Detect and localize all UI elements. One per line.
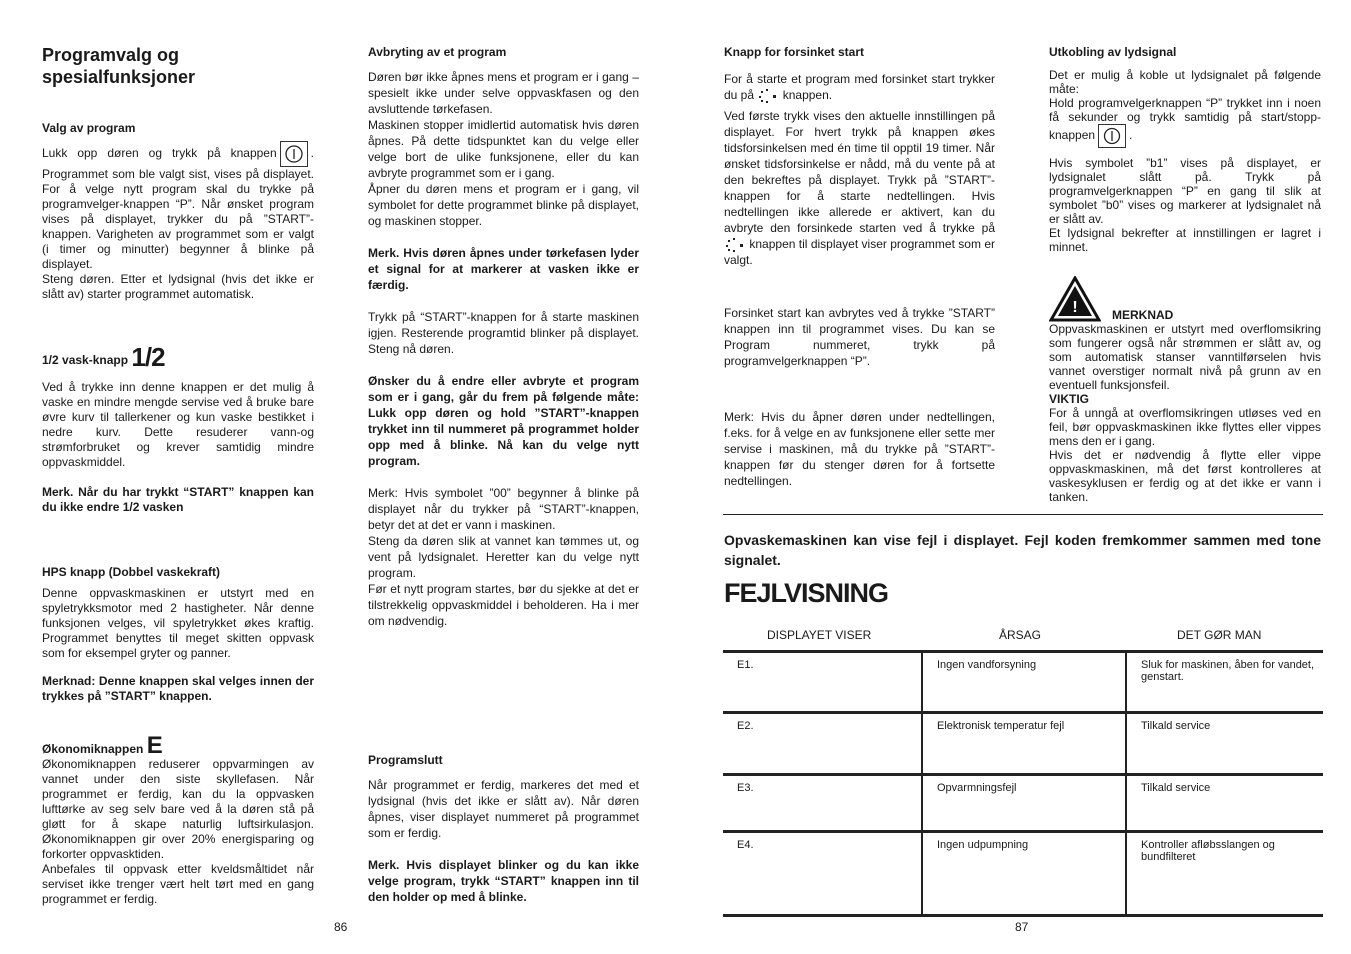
- viktig-label: VIKTIG: [1049, 392, 1090, 406]
- delay-start-heading: Knapp for forsinket start: [724, 45, 865, 59]
- eco-heading: Økonomiknappen E: [42, 732, 163, 759]
- half-wash-icon: 1/2: [131, 342, 165, 372]
- error-table-header: [723, 628, 1323, 644]
- delay-start-text-1: For å starte et program med forsinket start trykker du på knappen.: [724, 72, 995, 102]
- header-display: DISPLAYET VISER: [767, 628, 872, 642]
- merknad-label: MERKNAD: [1112, 308, 1174, 322]
- program-end-note: Merk. Hvis displayet blinker og du kan ikke velge program, trykk “START” knappen inn til den holder op med å blinke.: [368, 858, 639, 904]
- hps-note: Merknad: Denne knappen skal velges innen der trykkes på ”START” knappen.: [42, 674, 314, 703]
- page-title: Programvalg og spesialfunksjoner: [42, 45, 196, 87]
- table-row: [723, 712, 1323, 774]
- page-number-left: 86: [334, 920, 348, 934]
- sound-text-2: Hold programvelgerknappen “P” trykket inn i noen få sekunder og trykk samtidig på start/stopp-knappen .: [1049, 96, 1321, 148]
- left-column: [42, 44, 314, 907]
- interrupt-text-2: Maskinen stopper imidlertid automatisk hvis døren åpnes. På dette tidspunktet kan du velge eller velge bort de ulike funksjonene, eller du kan avbryte programmet som er i gang.: [368, 118, 639, 180]
- program-end-text: Når programmet er ferdig, markeres det med et lydsignal (hvis det ikke er slått av). Når døren åpnes, viser displayet nummeret på programmet som er ferdig.: [368, 778, 639, 840]
- eco-text-1: Økonomiknappen reduserer oppvarmingen av vannet under den siste skyllefasen. Når programmet er ferdig, kan du la oppvasken lufttørke av seg selv bare ved å la døren stå på gløtt for å skape naturlig luftsirkulasjon. Økonomiknappen gir over 20% energisparing og forkorter oppvasktiden.: [42, 757, 314, 861]
- delay-start-icon: [757, 89, 779, 103]
- error-action: Sluk for maskinen, åben for vandet, genstart.: [1126, 653, 1323, 712]
- error-table: [723, 653, 1323, 917]
- table-row: [723, 774, 1323, 831]
- error-title: FEJLVISNING: [724, 578, 889, 608]
- error-code: E3.: [737, 781, 754, 794]
- valg-text-3: Steng døren. Etter et lydsignal (hvis det ikke er slått av) starter programmet automatisk.: [42, 272, 314, 301]
- error-cause: Elektronisk temperatur fejl: [922, 712, 1126, 774]
- delay-start-column: [724, 45, 995, 489]
- eco-icon: E: [146, 732, 163, 759]
- sound-text-3: Hvis symbolet ”b1” vises på displayet, er lydsignalet slått på. Trykk på programvelgerknappen “P” en gang til slik at symbolet ”b0” vises og markerer at lydsignalet nå er slått av.: [1049, 156, 1321, 226]
- page-number-right: 87: [1015, 920, 1029, 934]
- interrupt-note: Merk. Hvis døren åpnes under tørkefasen lyder et signal for at markerer at vasken ikke er færdig.: [368, 246, 639, 292]
- merk-00-text-2: Steng da døren slik at vannet kan tømmes ut, og vent på lydsignalet. Heretter kan du velge nytt program.: [368, 534, 639, 580]
- merknad-block: [1049, 276, 1321, 322]
- hps-text: Denne oppvaskmaskinen er utstyrt med en spyletrykksmotor med 2 hastigheter. Når denne funksjonen velges, vil spyletrykket økes kraftig. Programmet benyttes til meget skitten oppvask som for eksempel gryter og panner.: [42, 586, 314, 660]
- interrupt-text-3: Åpner du døren mens et program er i gang, vil symbolet for dette programmet blinke på displayet, og maskinen stopper.: [368, 182, 639, 228]
- hps-heading: HPS knapp (Dobbel vaskekraft): [42, 565, 221, 579]
- warning-triangle-icon: [1049, 276, 1101, 325]
- delay-start-text-3: Forsinket start kan avbrytes ved å trykke ”START” knappen inn til programmet vises. Du kan se Program nummeret, trykk på programvelgerknappen “P”.: [724, 306, 995, 368]
- table-row: [723, 653, 1323, 712]
- interrupt-text-4: Trykk på “START”-knappen for å starte maskinen igjen. Resterende programtid blinker på displayet. Steng nå døren.: [368, 310, 639, 356]
- delay-start-icon: [724, 238, 746, 252]
- delay-start-text-4: Merk: Hvis du åpner døren under nedtellingen, f.eks. for å velge en av funksjonene eller sette mer servise i maskinen, må du trykke på ”START”-knappen før du stenger døren for å fortsette nedtellingen.: [724, 410, 995, 488]
- power-button-icon: [280, 141, 308, 167]
- viktig-text: For å unngå at overflomsikringen utløses ved en feil, bør oppvaskmaskinen ikke flyttes eller vippes mens den er i gang.: [1049, 406, 1321, 448]
- program-end-heading: Programslutt: [368, 753, 443, 767]
- error-action: Tilkald service: [1126, 712, 1323, 774]
- svg-text:!: !: [1072, 299, 1078, 316]
- error-action: Kontroller afløbsslangen og bundfilteret: [1126, 831, 1323, 915]
- table-row: [723, 831, 1323, 915]
- half-wash-text: Ved å trykke inn denne knappen er det mulig å vaske en mindre mengde servise ved å bruke bare øvre kurv til tallerkener og kun vaske bestikket i nedre kurv. Dette resuderer vann-og strømforbruket og krever samtidig mindre oppvaskmiddel.: [42, 380, 314, 469]
- half-wash-heading: 1/2 vask-knapp 1/2: [42, 342, 165, 372]
- valg-heading: Valg av program: [42, 121, 136, 135]
- error-cause: Ingen udpumpning: [922, 831, 1126, 915]
- header-cause: ÅRSAG: [999, 628, 1042, 642]
- error-code: E2.: [737, 719, 754, 732]
- middle-column: [368, 45, 639, 905]
- sound-signal-heading: Utkobling av lydsignal: [1049, 45, 1177, 59]
- error-code: E4.: [737, 838, 754, 851]
- eco-text-2: Anbefales til oppvask etter kveldsmåltidet når serviset ikke trenger vært helt tørt med en gang programmet er ferdig.: [42, 862, 314, 906]
- viktig-text-2: Hvis det er nødvendig å flytte eller vippe oppvaskmaskinen, må det først kontrolleres at vaskesyklusen er ferdig og at det ikke er vann i tanken.: [1049, 448, 1321, 504]
- merk-00-text-3: Før et nytt program startes, bør du sjekke at det er tilstrekkelig oppvaskmiddel i beholderen. Ha i mer om nødvendig.: [368, 582, 639, 628]
- interrupt-heading: Avbryting av et program: [368, 45, 507, 59]
- error-cause: Ingen vandforsyning: [922, 653, 1126, 712]
- change-program-text: Ønsker du å endre eller avbryte et program som er i gang, går du frem på følgende måte: Lukk opp døren og hold ”START”-knappen trykket inn til nummeret på programmet holder opp med å blinke. Nå kan du velge nytt program.: [368, 374, 639, 468]
- valg-text: Lukk opp døren og trykk på knappen . Programmet som ble valgt sist, vises på displayet. For å velge nytt program skal du trykke på programvelger-knappen “P”. Når ønsket program vises på displayet, trykker du på ”START”-knappen. Varigheten av programmet som er valgt (i timer og minutter) begynner å blinke på displayet.: [42, 141, 314, 272]
- merknad-text: Oppvaskmaskinen er utstyrt med overflomsikring som fungerer også når strømmen er slått av, og som automatisk stanser vanntilførselen hvis vannet overstiger normalt nivå på grunn av en eventuell funksjonsfeil.: [1049, 322, 1321, 392]
- sound-text-1: Det er mulig å koble ut lydsignalet på følgende måte:: [1049, 68, 1321, 96]
- error-cause: Opvarmningsfejl: [922, 774, 1126, 831]
- half-wash-note: Merk. Når du har trykkt “START” knappen kan du ikke endre 1/2 vasken: [42, 485, 314, 514]
- section-divider: [723, 514, 1323, 515]
- power-button-icon: [1098, 124, 1126, 148]
- header-action: DET GØR MAN: [1177, 628, 1262, 642]
- error-action: Tilkald service: [1126, 774, 1323, 831]
- delay-start-text-2: Ved første trykk vises den aktuelle innstillingen på displayet. For hvert trykk på knappen økes tidsforsinkelsen med én time til opptil 19 timer. Når ønsket tidsforsinkelse er nådd, må du vente på at den bekreftes på displayet. Trykk på ”START”-knappen for å starte nedtellingen. Hvis nedtellingen ikke allerede er aktivert, kan du avbryte den forsinkede starten ved å trykke på knappen til displayet viser programmet som er valgt.: [724, 109, 995, 267]
- sound-signal-column: [1049, 45, 1321, 504]
- merk-00-text: Merk: Hvis symbolet ”00” begynner å blinke på displayet når du trykker på “START”-knappen, betyr det at det er vann i maskinen.: [368, 486, 639, 532]
- interrupt-text-1: Døren bør ikke åpnes mens et program er i gang – spesielt ikke under selve oppvaskfasen og den avsluttende tørkefasen.: [368, 70, 639, 116]
- error-code: E1.: [737, 659, 754, 671]
- sound-text-4: Et lydsignal bekrefter at innstillingen er lagret i minnet.: [1049, 226, 1321, 254]
- error-intro: Opvaskemaskinen kan vise fejl i displayet. Fejl koden fremkommer sammen med tone signalet.: [724, 532, 1321, 568]
